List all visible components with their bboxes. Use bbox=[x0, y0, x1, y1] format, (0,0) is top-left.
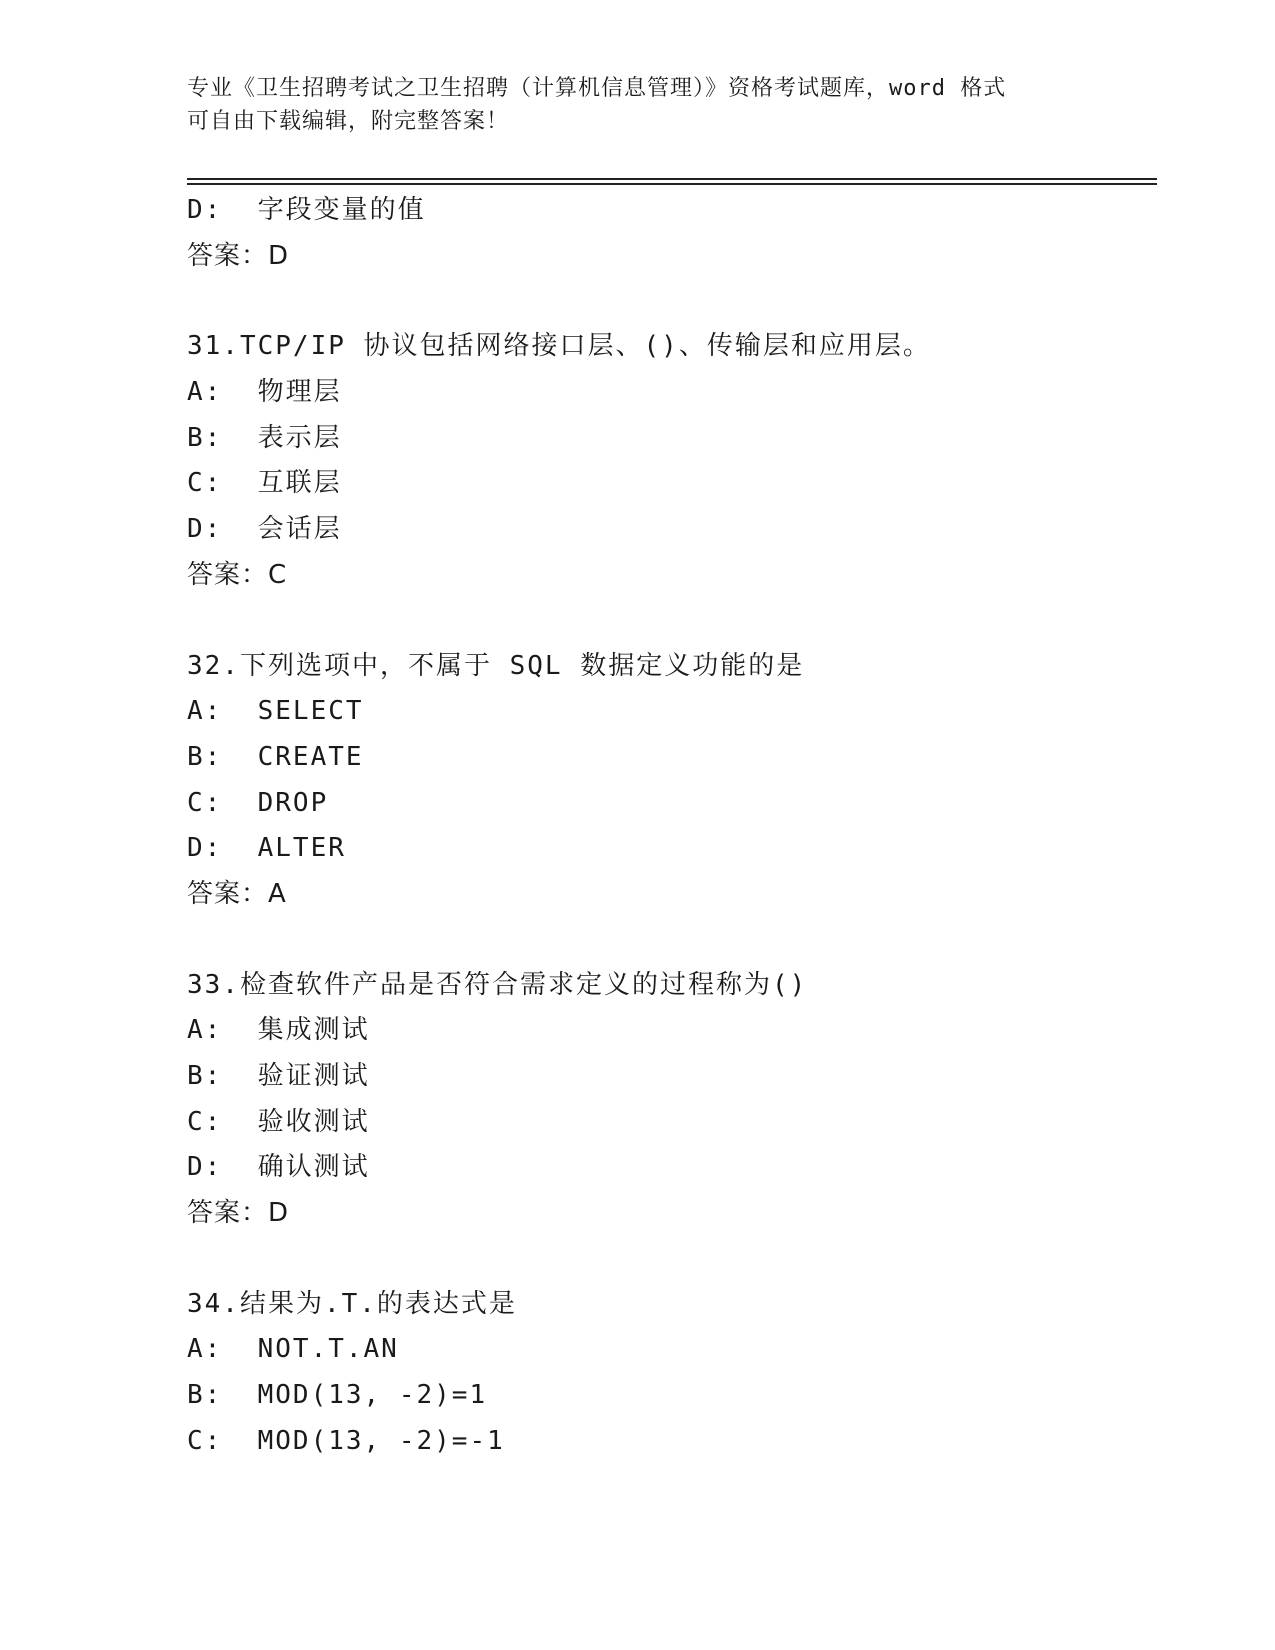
option-b: B: CREATE bbox=[187, 741, 364, 772]
header-rule-top bbox=[187, 178, 1157, 180]
option-b: B: 验证测试 bbox=[187, 1061, 370, 1091]
option-d: D: 会话层 bbox=[187, 514, 342, 545]
question-stem: 31.TCP/IP 协议包括网络接口层、()、传输层和应用层。 bbox=[187, 331, 931, 362]
question-stem: 33.检查软件产品是否符合需求定义的过程称为() bbox=[187, 969, 808, 1000]
option-d: D: ALTER bbox=[187, 833, 346, 864]
option-d: D: 字段变量的值 bbox=[187, 195, 426, 225]
answer: 答案：A bbox=[187, 878, 287, 909]
question-stem: 32.下列选项中，不属于 SQL 数据定义功能的是 bbox=[187, 650, 805, 681]
option-c: C: 验收测试 bbox=[187, 1106, 370, 1137]
question-33 bbox=[187, 962, 1187, 1236]
option-c: C: MOD(13, -2)=-1 bbox=[187, 1425, 505, 1456]
option-b: B: 表示层 bbox=[187, 422, 342, 453]
option-a: A: 物理层 bbox=[187, 377, 342, 408]
document-header bbox=[187, 72, 1087, 138]
question-content bbox=[187, 187, 1187, 1464]
option-c: C: 互联层 bbox=[187, 468, 342, 499]
option-c: C: DROP bbox=[187, 787, 329, 818]
answer: 答案：D bbox=[187, 240, 290, 271]
option-a: A: NOT.T.AN bbox=[187, 1334, 399, 1365]
option-d: D: 确认测试 bbox=[187, 1152, 370, 1183]
option-a: A: SELECT bbox=[187, 696, 364, 727]
question-31 bbox=[187, 323, 1187, 597]
option-a: A: 集成测试 bbox=[187, 1015, 370, 1046]
answer: 答案：C bbox=[187, 559, 288, 590]
question-32 bbox=[187, 643, 1187, 917]
option-b: B: MOD(13, -2)=1 bbox=[187, 1380, 488, 1411]
question-34 bbox=[187, 1281, 1187, 1464]
header-line-2: 可自由下载编辑，附完整答案！ bbox=[187, 109, 510, 134]
question-stem: 34.结果为.T.的表达式是 bbox=[187, 1288, 517, 1319]
answer: 答案：D bbox=[187, 1198, 290, 1229]
header-line-1: 专业《卫生招聘考试之卫生招聘（计算机信息管理）》资格考试题库，word 格式 bbox=[187, 76, 1007, 101]
header-rule-bottom bbox=[187, 183, 1157, 185]
